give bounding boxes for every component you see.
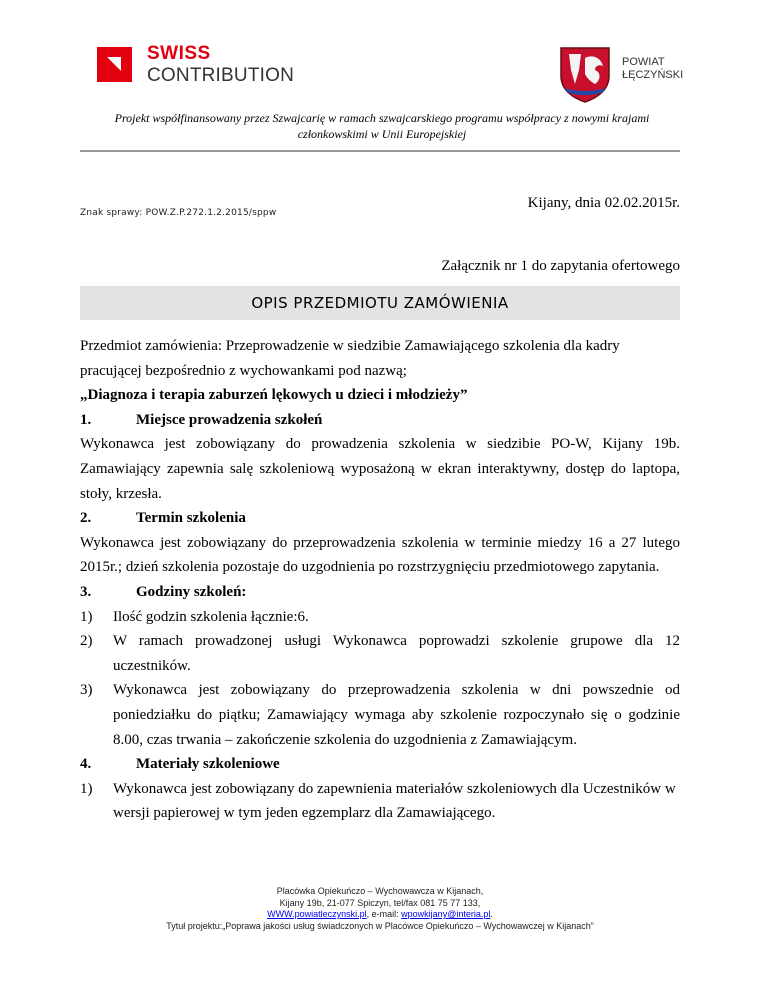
list-item-number: 3): [80, 682, 93, 699]
county-name-line2: ŁĘCZYŃSKI: [622, 69, 684, 81]
website-link[interactable]: WWW.powiatleczynski.pl: [267, 909, 367, 919]
annex-label: Załącznik nr 1 do zapytania ofertowego: [441, 258, 680, 274]
swiss-logo-text: SWISS: [147, 43, 211, 64]
list-item-text: Ilość godzin szkolenia łącznie:6.: [113, 608, 309, 625]
list-item-number: 1): [80, 608, 93, 625]
list-item: [80, 678, 680, 752]
list-item: [80, 777, 680, 826]
swiss-cross-logo-icon: [97, 47, 132, 82]
section-number: 1.: [80, 411, 92, 428]
county-name-line1: POWIAT: [622, 56, 665, 68]
section-heading: [80, 752, 680, 777]
email-link[interactable]: wpowkijany@interia.pl: [401, 909, 491, 919]
section-title: Miejsce prowadzenia szkołeń: [136, 411, 323, 428]
list-item-number: 2): [80, 633, 93, 650]
intro-line-1: Przedmiot zamówienia: Przeprowadzenie w siedzibie Zamawiającego szkolenia dla kadry: [80, 338, 620, 354]
section-heading: [80, 506, 680, 531]
intro-line-2: pracującej bezpośrednio z wychowankami pod nazwą;: [80, 362, 407, 379]
place-and-date: Kijany, dnia 02.02.2015r.: [527, 195, 680, 211]
list-item-number: 1): [80, 780, 93, 797]
list-item-text: Wykonawca jest zobowiązany do zapewnienia materiałów szkoleniowych dla Uczestników w wersji papierowej w tym jeden egzemplarz dla Zamawiającego.: [113, 780, 676, 822]
document-title: OPIS PRZEDMIOTU ZAMÓWIENIA: [251, 294, 509, 312]
case-number: Znak sprawy: POW.Z.P.272.1.2.2015/sppw: [80, 208, 277, 218]
email-suffix: .: [490, 909, 493, 919]
cofinancing-note: Projekt współfinansowany przez Szwajcarię w ramach szwajcarskiego programu współpracy z nowymi krajami członkowskimi w Unii Europejskiej: [114, 111, 650, 141]
page-footer: [80, 886, 680, 932]
footer-contacts: [80, 909, 680, 921]
contribution-logo-text: CONTRIBUTION: [147, 65, 295, 86]
county-crest-icon: [555, 44, 615, 104]
list-item: [80, 629, 680, 678]
email-prefix: , e-mail:: [366, 909, 402, 919]
section-number: 4.: [80, 756, 92, 773]
document-body: [80, 334, 680, 826]
section-title: Termin szkolenia: [136, 510, 246, 527]
header-divider: [80, 150, 680, 152]
training-name: „Diagnoza i terapia zaburzeń lękowych u dzieci i młodzieży”: [80, 387, 468, 404]
section-title: Materiały szkoleniowe: [136, 756, 280, 773]
footer-project-title: Tytuł projektu:„Poprawa jakości usług świadczonych w Placówce Opiekuńczo – Wychowawczej w Kijanach”: [166, 920, 594, 931]
list-item: [80, 605, 680, 630]
list-item-text: W ramach prowadzonej usługi Wykonawca poprowadzi szkolenie grupowe dla 12 uczestników.: [113, 633, 680, 674]
section-number: 3.: [80, 583, 92, 600]
section-heading: [80, 580, 680, 605]
section-paragraph: Wykonawca jest zobowiązany do prowadzenia szkolenia w siedzibie PO-W, Kijany 19b. Zamawiający zapewnia salę szkoleniową wyposażoną w ekran interaktywny, dostęp do laptopa, stoły, krzesła.: [80, 436, 680, 502]
section-title: Godziny szkoleń:: [136, 583, 247, 600]
section-heading: [80, 408, 680, 433]
list-item-text: Wykonawca jest zobowiązany do przeprowadzenia szkolenia w dni powszednie od poniedziałku do piątku; Zamawiający wymaga aby szkolenie rozpoczynało się o godzinie 8.00, czas trwania – zakończenie szkolenia do uzgodnienia z Zamawiającym.: [113, 682, 680, 748]
footer-address: Kijany 19b, 21-077 Spiczyn, tel/fax 081 75 77 133,: [279, 897, 481, 908]
document-title-box: [80, 286, 680, 320]
section-number: 2.: [80, 510, 92, 527]
footer-institution: Placówka Opiekuńczo – Wychowawcza w Kijanach,: [276, 886, 484, 896]
section-paragraph: Wykonawca jest zobowiązany do przeprowadzenia szkolenia w terminie miedzy 16 a 27 lutego 2015r.; dzień szkolenia pozostaje do uzgodnienia po rozstrzygnięciu przedmiotowego zapytania.: [80, 534, 680, 576]
